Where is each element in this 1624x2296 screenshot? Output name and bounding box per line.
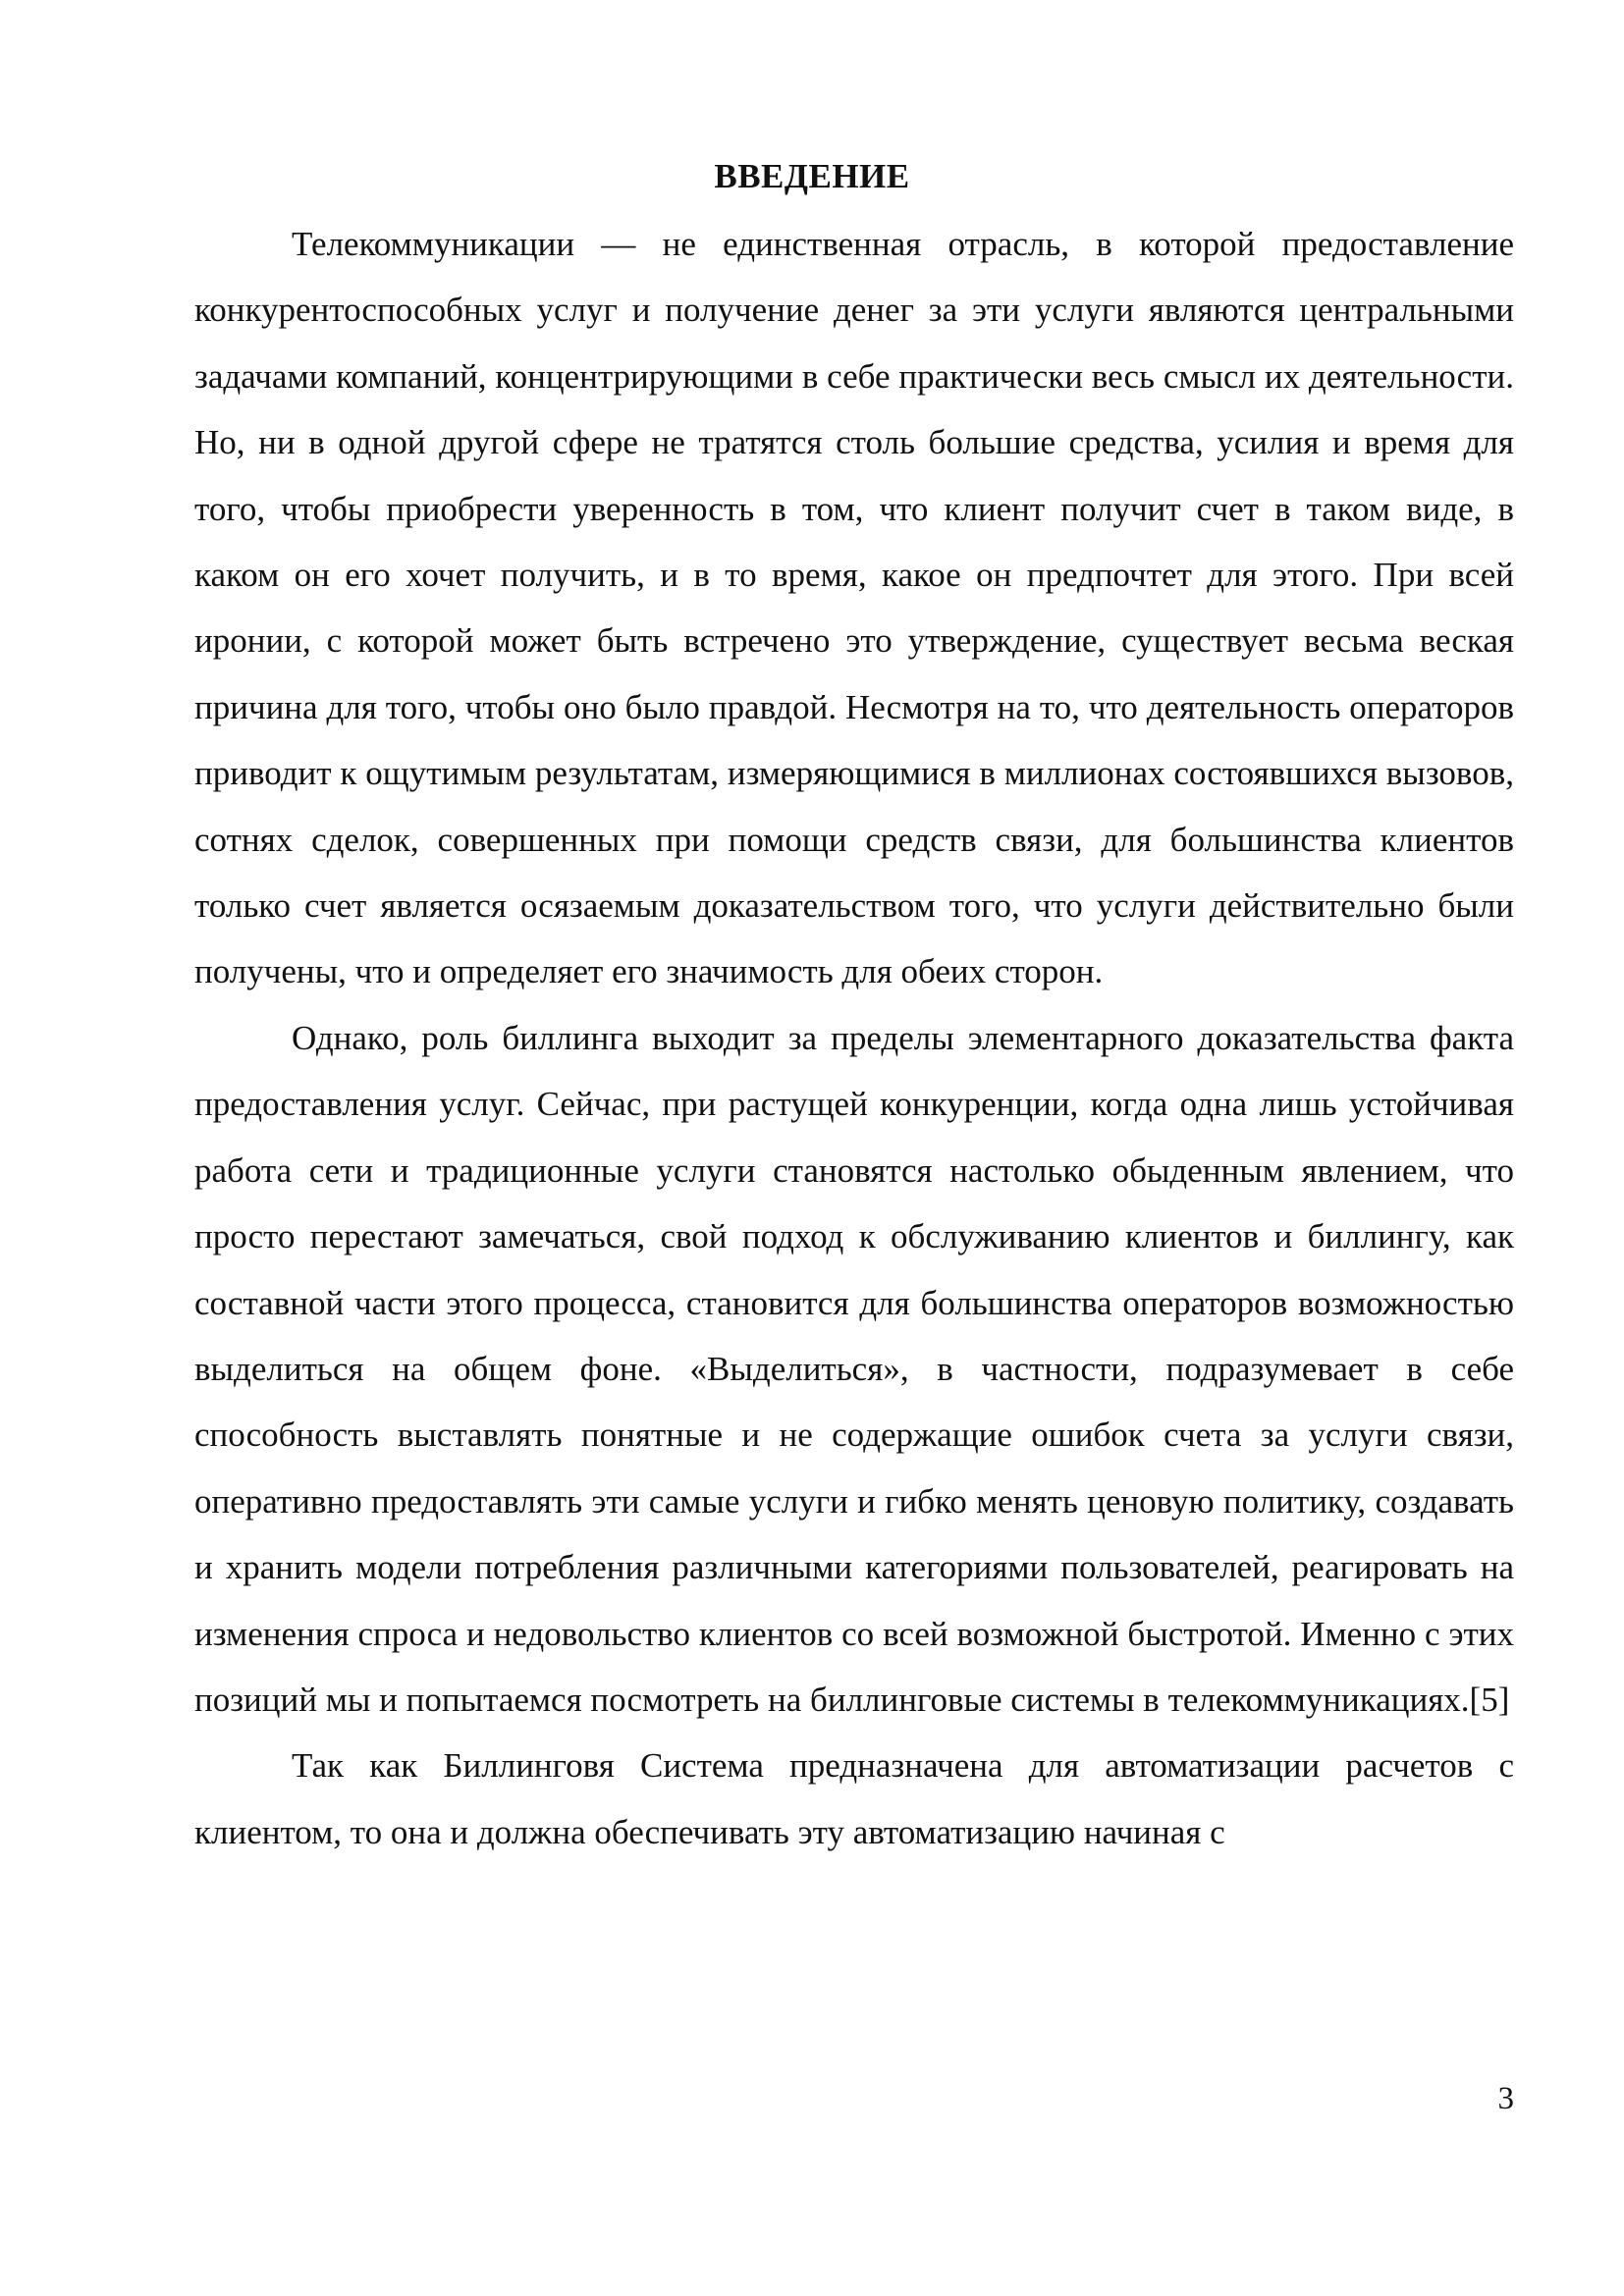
paragraph-1: Телекоммуникации — не единственная отрасль, в которой предоставление конкурентоспособных услуг и получение денег за эти услуги являются центральными задачами компаний, концентрирующими в себе практически весь смысл их деятельности. Но, ни в одной другой сфере не тратятся столь большие средства, усилия и время для того, чтобы приобрести уверенность в том, что клиент получит счет в таком виде, в каком он его хочет получить, и в то время, какое он предпочтет для этого. При всей иронии, с которой может быть встречено это утверждение, существует весьма веская причина для того, чтобы оно было правдой. Несмотря на то, что деятельность операторов приводит к ощутимым результатам, измеряющимися в миллионах состоявшихся вызовов, сотнях сделок, совершенных при помощи средств связи, для большинства клиентов только счет является осязаемым доказательством того, что услуги действительно были получены, что и определяет его значимость для обеих сторон. (194, 225, 1514, 991)
body-text (194, 211, 1514, 1865)
paragraph-2: Однако, роль биллинга выходит за пределы элементарного доказательства факта предоставления услуг. Сейчас, при растущей конкуренции, когда одна лишь устойчивая работа сети и традиционные услуги становятся настолько обыденным явлением, что просто перестают замечаться, свой подход к обслуживанию клиентов и биллингу, как составной части этого процесса, становится для большинства операторов возможностью выделиться на общем фоне. «Выделиться», в частности, подразумевает в себе способность выставлять понятные и не содержащие ошибок счета за услуги связи, оперативно предоставлять эти самые услуги и гибко менять ценовую политику, создавать и хранить модели потребления различными категориями пользователей, реагировать на изменения спроса и недовольство клиентов со всей возможной быстротой. Именно с этих позиций мы и попытаемся посмотреть на биллинговые системы в телекоммуникациях.[5] (194, 1018, 1514, 1719)
page-number: 3 (1497, 2081, 1514, 2116)
paragraph-3: Так как Биллинговя Система предназначена для автоматизации расчетов с клиентом, то она и должна обеспечивать эту автоматизацию начиная с (194, 1746, 1514, 1851)
section-heading: ВВЕДЕНИЕ (714, 157, 910, 195)
